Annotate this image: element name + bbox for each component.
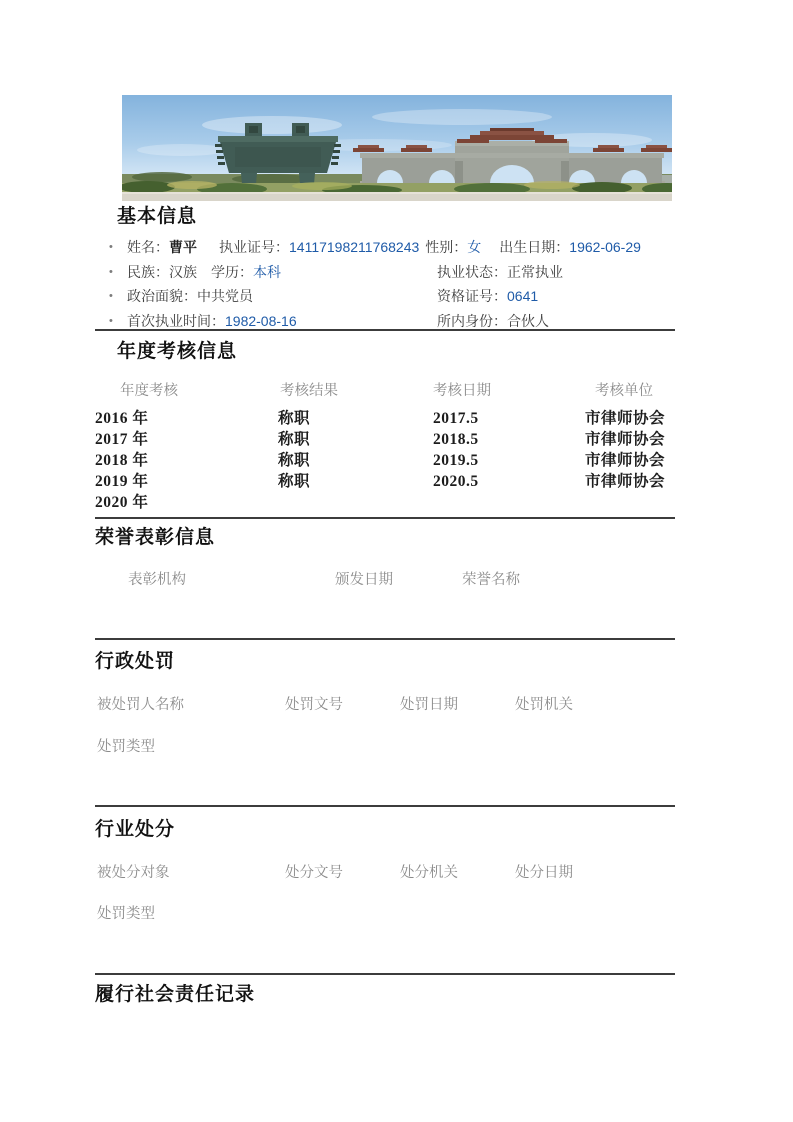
birth-date-label: 出生日期： [499, 239, 570, 255]
practice-status-label: 执业状态： [437, 263, 507, 280]
column-header: 处罚文号 [285, 697, 343, 713]
assessment-result: 称职 [278, 431, 311, 448]
honors-header-row [95, 571, 675, 589]
ethnicity-value: 汉族 [169, 263, 197, 280]
table-row [95, 492, 675, 513]
practice-status-value: 正常执业 [507, 263, 563, 280]
first-practice-date-value: 1982-08-16 [225, 312, 297, 329]
header-photo [122, 95, 672, 201]
gender-label: 性别： [425, 239, 468, 255]
penalty-type-header: 处罚类型 [97, 739, 155, 755]
assessment-year: 2020 年 [95, 494, 149, 511]
basic-info-section [95, 205, 675, 333]
gender-value: 女 [467, 239, 482, 255]
column-header: 考核日期 [433, 383, 491, 399]
assessment-date: 2020.5 [433, 473, 479, 490]
firm-role-value: 合伙人 [507, 312, 549, 329]
qualification-number-label: 资格证号： [437, 288, 507, 305]
education-value: 本科 [253, 263, 281, 280]
name-label: 姓名： [127, 239, 169, 255]
admin-penalty-section [95, 650, 675, 756]
column-header: 荣誉名称 [462, 572, 520, 588]
basic-info-row-3 [95, 284, 675, 309]
basic-info-row-1 [95, 235, 675, 260]
assessment-year: 2016 年 [95, 410, 149, 427]
column-header: 处罚机关 [515, 697, 573, 713]
annual-assessment-section [95, 340, 675, 513]
firm-role-label: 所内身份： [437, 312, 507, 329]
assessment-result: 称职 [278, 452, 311, 469]
bullet-icon: • [109, 314, 113, 327]
table-row [95, 408, 675, 429]
section-title-social-responsibility: 履行社会责任记录 [95, 984, 256, 1005]
column-header: 处分机关 [400, 865, 458, 881]
assessment-year: 2018 年 [95, 452, 149, 469]
industry-discipline-header-row [95, 864, 675, 882]
section-divider [95, 517, 675, 519]
honors-section [95, 526, 675, 589]
column-header: 表彰机构 [128, 572, 186, 588]
assessment-unit: 市律师协会 [585, 452, 666, 469]
assessment-date: 2019.5 [433, 452, 479, 469]
assessment-header-row [95, 382, 675, 400]
ethnicity-label: 民族： [127, 263, 169, 280]
column-header: 颁发日期 [335, 572, 393, 588]
section-divider [95, 805, 675, 807]
section-title-industry-discipline: 行业处分 [95, 819, 176, 840]
assessment-unit [585, 492, 675, 513]
section-divider [95, 973, 675, 975]
assessment-unit: 市律师协会 [585, 410, 666, 427]
bullet-icon: • [109, 290, 113, 303]
assessment-date: 2017.5 [433, 410, 479, 427]
qualification-number-value: 0641 [507, 288, 539, 305]
column-header: 考核单位 [595, 383, 653, 399]
assessment-result: 称职 [278, 410, 311, 427]
column-header: 处分日期 [515, 865, 573, 881]
assessment-result: 称职 [278, 473, 311, 490]
penalty-type-header: 处罚类型 [97, 906, 155, 922]
license-number-value: 14117198211768243 [289, 239, 420, 255]
bullet-icon: • [109, 241, 113, 253]
assessment-result [278, 492, 433, 513]
column-header: 被处分对象 [97, 865, 170, 881]
column-header: 处分文号 [285, 865, 343, 881]
social-responsibility-section [95, 983, 675, 1007]
birth-date-value: 1962-06-29 [569, 239, 641, 255]
column-header: 被处罚人名称 [97, 697, 184, 713]
table-row [95, 471, 675, 492]
section-divider [95, 329, 675, 331]
basic-info-row-2 [95, 260, 675, 285]
admin-penalty-header-row [95, 696, 675, 714]
section-divider [95, 638, 675, 640]
header-photo-illustration [122, 95, 672, 201]
assessment-unit: 市律师协会 [585, 473, 666, 490]
assessment-year: 2019 年 [95, 473, 149, 490]
license-number-label: 执业证号： [219, 239, 289, 255]
first-practice-date-label: 首次执业时间： [127, 312, 225, 329]
road [122, 192, 672, 201]
assessment-unit: 市律师协会 [585, 431, 666, 448]
education-label: 学历： [211, 263, 253, 280]
table-row [95, 450, 675, 471]
column-header: 年度考核 [120, 383, 178, 399]
column-header: 考核结果 [280, 383, 338, 399]
industry-discipline-section [95, 818, 675, 923]
table-row [95, 429, 675, 450]
section-title-basic-info: 基本信息 [117, 206, 198, 227]
column-header: 处罚日期 [400, 697, 458, 713]
assessment-year: 2017 年 [95, 431, 149, 448]
section-title-honors: 荣誉表彰信息 [95, 527, 216, 548]
section-title-annual-assessment: 年度考核信息 [117, 341, 238, 362]
section-title-admin-penalty: 行政处罚 [95, 651, 176, 672]
bullet-icon: • [109, 265, 113, 278]
assessment-date [433, 492, 585, 513]
political-status-value: 中共党员 [197, 288, 253, 305]
assessment-date: 2018.5 [433, 431, 479, 448]
name-value: 曹平 [169, 239, 197, 255]
political-status-label: 政治面貌： [127, 288, 197, 305]
assessment-table-body [95, 408, 675, 513]
basic-info-list [95, 235, 675, 333]
